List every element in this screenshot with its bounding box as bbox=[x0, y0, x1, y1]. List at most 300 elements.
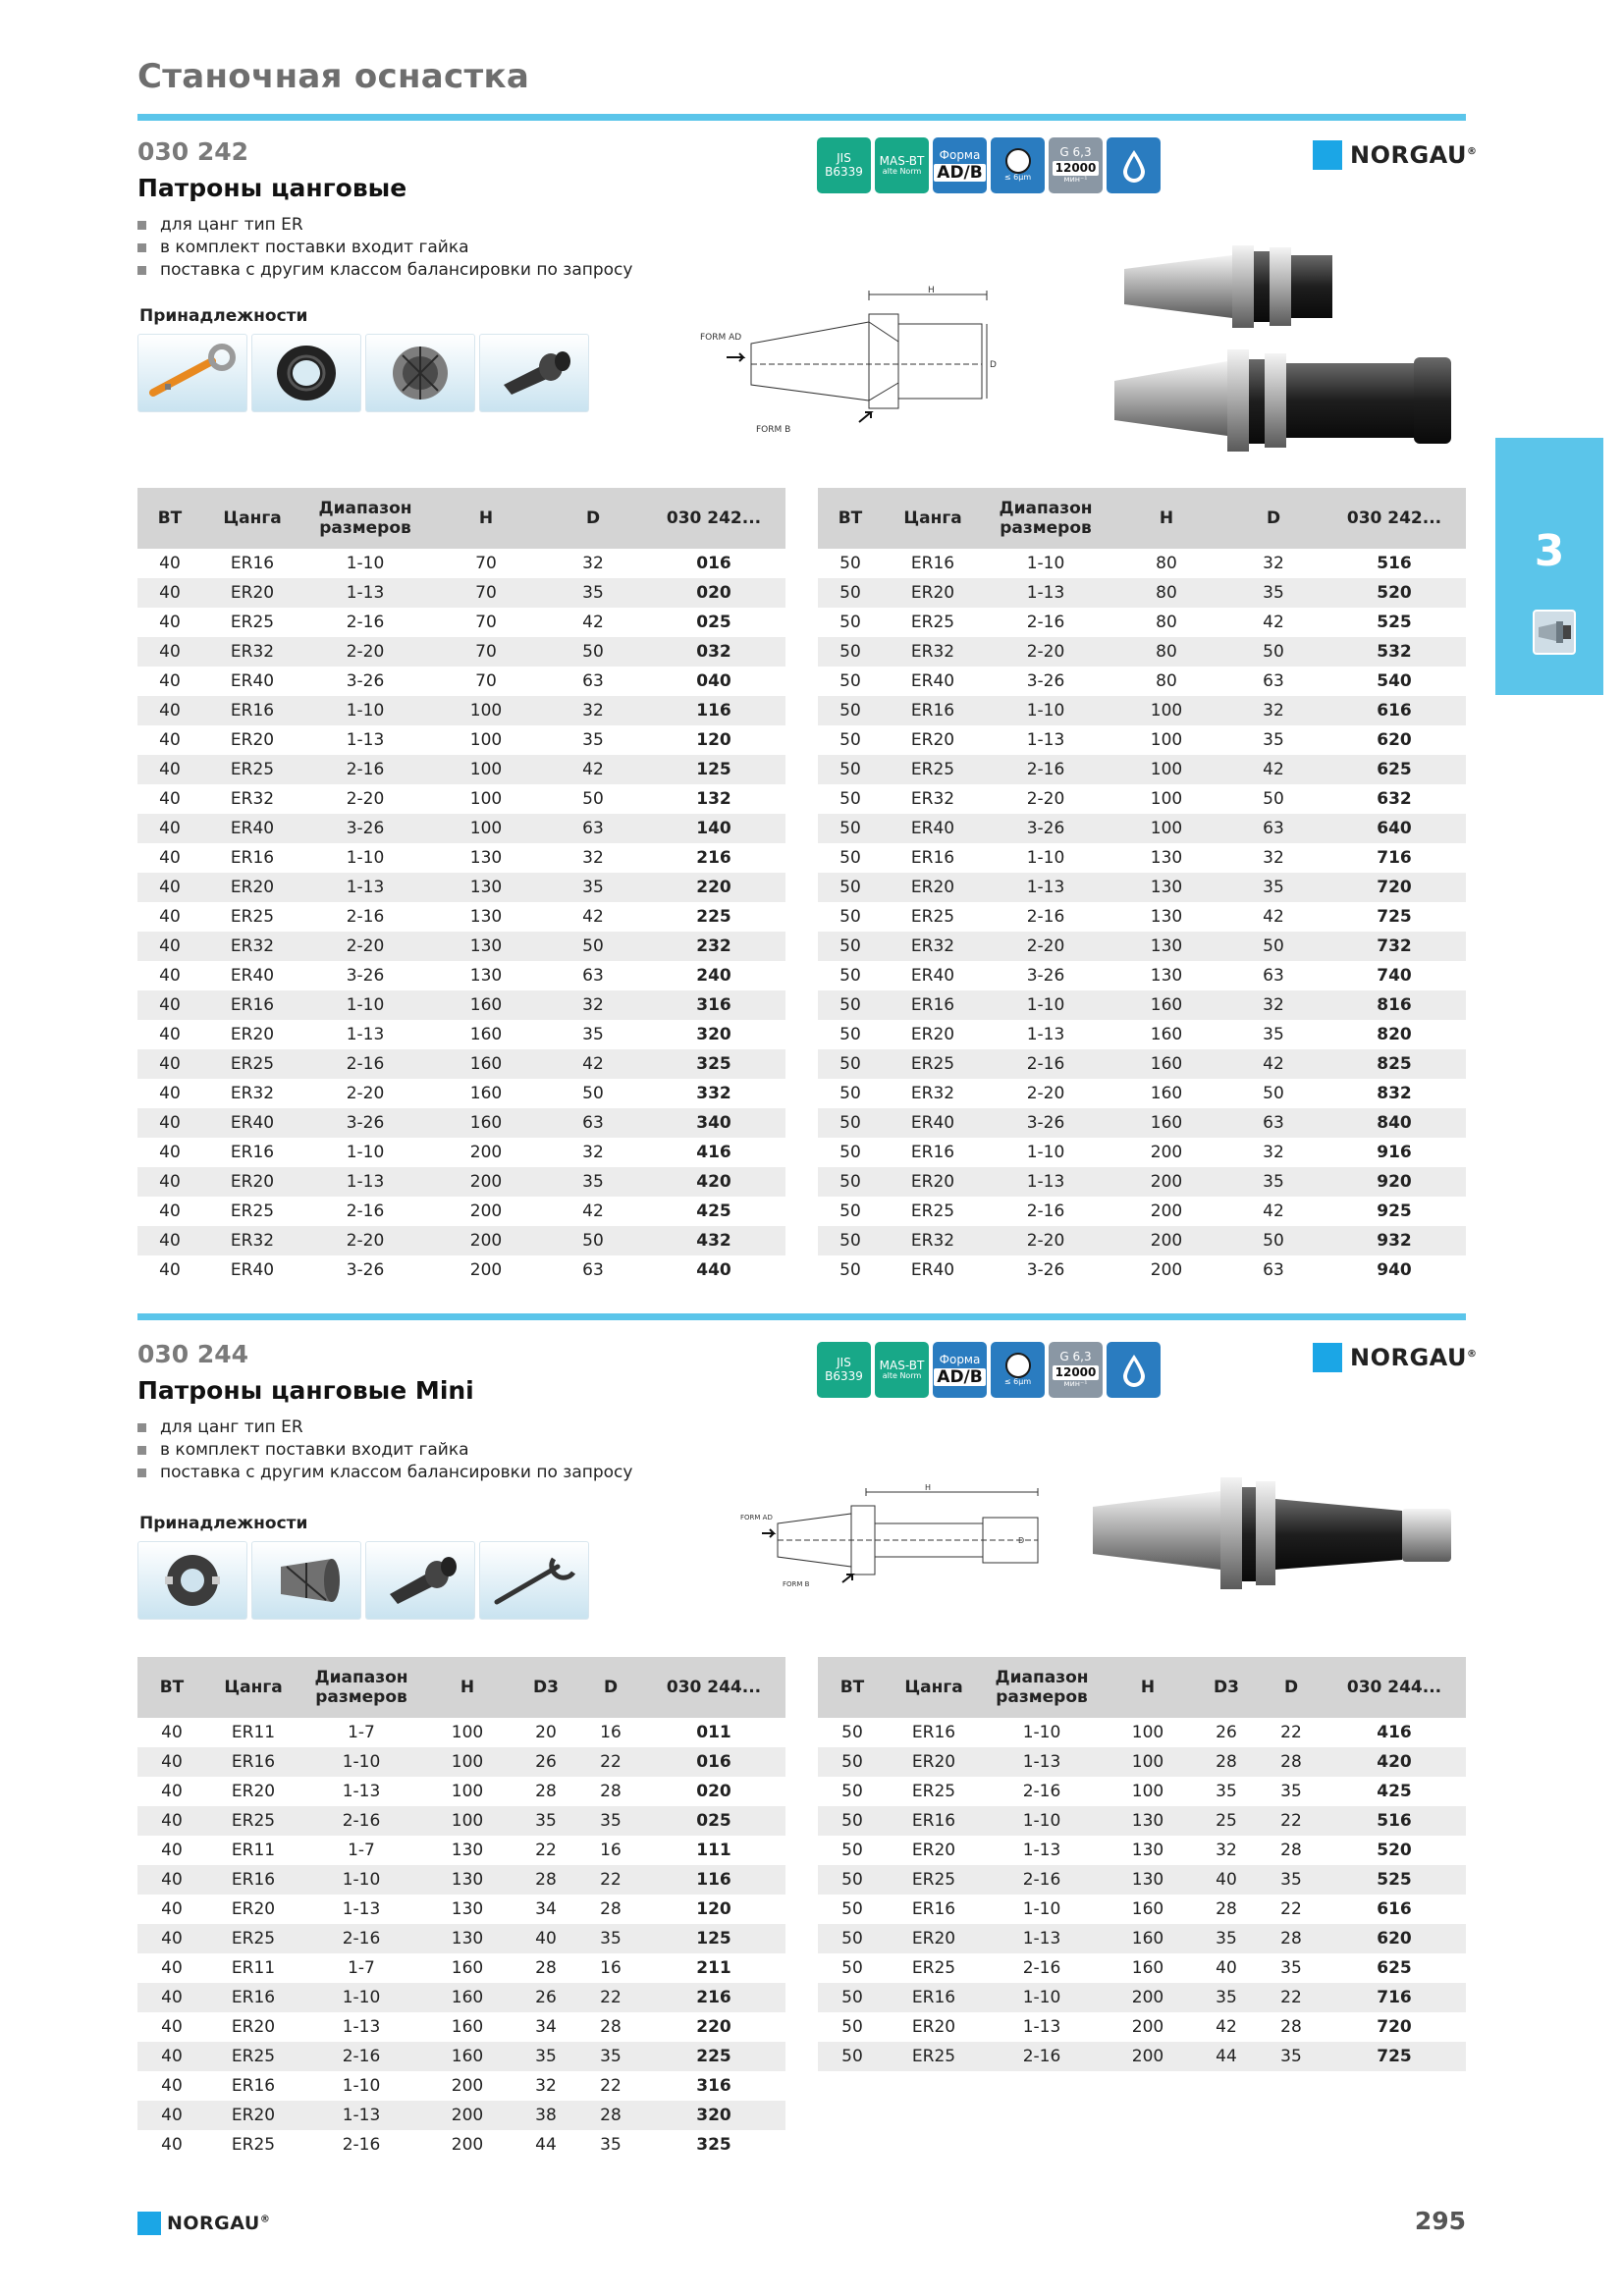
feature-item: поставка с другим классом балансировки по запросу bbox=[137, 259, 1466, 282]
table-cell: 100 bbox=[422, 1806, 513, 1836]
column-header: Диапазон размеров bbox=[300, 1657, 422, 1718]
mas-bt-badge: MAS-BT alte Norm bbox=[875, 1342, 929, 1398]
article-code-cell: 140 bbox=[642, 814, 785, 843]
table-cell: 100 bbox=[1109, 696, 1224, 725]
article-code-cell: 232 bbox=[642, 932, 785, 961]
table-cell: 28 bbox=[600, 2017, 622, 2037]
coolant-drop-icon bbox=[1120, 1353, 1148, 1388]
chapter-tab[interactable] bbox=[1495, 438, 1603, 695]
table-cell: 200 bbox=[451, 2076, 484, 2096]
article-code-cell: 316 bbox=[642, 990, 785, 1020]
table-header-row bbox=[137, 1657, 785, 1718]
table-row bbox=[818, 1167, 1466, 1197]
table-cell: 50 bbox=[544, 932, 642, 961]
table-cell: 50 bbox=[1263, 789, 1284, 809]
table-cell: 50 bbox=[839, 1084, 861, 1103]
table-cell: 1-13 bbox=[981, 1747, 1103, 1777]
table-cell: 50 bbox=[818, 1865, 887, 1895]
table-cell: 40 bbox=[159, 1201, 181, 1221]
article-code-cell: 825 bbox=[1323, 1049, 1466, 1079]
table-row bbox=[818, 843, 1466, 873]
table-cell: ER20 bbox=[883, 578, 983, 608]
section-title: Патроны цанговые bbox=[137, 174, 407, 202]
table-cell: 50 bbox=[1224, 1226, 1323, 1255]
article-code-cell: 216 bbox=[642, 1983, 785, 2012]
table-cell: 40 bbox=[159, 1084, 181, 1103]
table-cell: ER20 bbox=[230, 730, 275, 750]
table-cell: 50 bbox=[582, 1084, 604, 1103]
table-cell: ER32 bbox=[910, 789, 955, 809]
table-cell: 35 bbox=[1260, 1865, 1323, 1895]
table-cell: 1-10 bbox=[981, 1983, 1103, 2012]
article-code-cell: 220 bbox=[696, 2017, 731, 2037]
table-cell: 42 bbox=[544, 1049, 642, 1079]
article-code-cell: 925 bbox=[1377, 1201, 1412, 1221]
article-code-cell: 516 bbox=[1377, 554, 1412, 573]
table-cell: 2-16 bbox=[300, 2042, 422, 2071]
table-row bbox=[818, 1079, 1466, 1108]
table-row bbox=[818, 1049, 1466, 1079]
table-cell: ER25 bbox=[910, 1201, 955, 1221]
table-cell: 1-7 bbox=[348, 1958, 375, 1978]
accessories-row bbox=[137, 334, 589, 412]
column-header: H bbox=[1109, 488, 1224, 549]
table-cell: 160 bbox=[1103, 1924, 1193, 1953]
table-row bbox=[137, 1895, 785, 1924]
table-row bbox=[818, 990, 1466, 1020]
table-cell: 160 bbox=[451, 1958, 484, 1978]
table-row bbox=[818, 755, 1466, 784]
table-row bbox=[818, 873, 1466, 902]
collet-icon bbox=[381, 342, 460, 404]
table-cell: 200 bbox=[1109, 1226, 1224, 1255]
table-cell: ER16 bbox=[230, 1143, 275, 1162]
dial-indicator-icon bbox=[1005, 148, 1031, 174]
table-cell: ER25 bbox=[230, 613, 275, 632]
table-cell: 80 bbox=[1156, 613, 1177, 632]
tool-holder-icon bbox=[1533, 610, 1576, 655]
table-cell: 35 bbox=[1224, 1167, 1323, 1197]
table-cell: 35 bbox=[1263, 730, 1284, 750]
column-header: Диапазон размеров bbox=[983, 488, 1109, 549]
article-code-cell: 240 bbox=[696, 966, 731, 986]
table-cell: ER40 bbox=[883, 1108, 983, 1138]
svg-text:D: D bbox=[990, 360, 997, 370]
article-code-cell: 132 bbox=[696, 789, 731, 809]
table-cell: 40 bbox=[513, 1924, 579, 1953]
table-cell: 40 bbox=[159, 671, 181, 691]
article-code-cell: 716 bbox=[1323, 1983, 1466, 2012]
table-cell: ER16 bbox=[911, 1723, 956, 1742]
table-cell: ER20 bbox=[202, 1167, 302, 1197]
table-cell: 130 bbox=[428, 932, 544, 961]
article-code-cell: 420 bbox=[642, 1167, 785, 1197]
table-cell: 1-10 bbox=[1022, 1899, 1061, 1919]
accessory-nut[interactable] bbox=[137, 1541, 247, 1620]
table-cell: ER25 bbox=[883, 755, 983, 784]
table-cell: ER16 bbox=[887, 1983, 981, 2012]
table-cell: ER40 bbox=[910, 966, 955, 986]
table-cell: 200 bbox=[422, 2101, 513, 2130]
table-cell: 2-20 bbox=[983, 1226, 1109, 1255]
table-cell: 160 bbox=[428, 1049, 544, 1079]
table-cell: ER20 bbox=[231, 1782, 276, 1801]
table-cell: ER32 bbox=[202, 932, 302, 961]
table-cell: 1-13 bbox=[342, 2017, 381, 2037]
table-cell: 50 bbox=[839, 789, 861, 809]
article-code-cell: 916 bbox=[1377, 1143, 1412, 1162]
column-header: 030 242... bbox=[1323, 488, 1466, 549]
table-cell: 130 bbox=[469, 966, 503, 986]
table-cell: 35 bbox=[1224, 578, 1323, 608]
table-cell: 130 bbox=[422, 1924, 513, 1953]
table-cell: ER20 bbox=[231, 1899, 276, 1919]
table-cell: 50 bbox=[839, 848, 861, 868]
section-title: Патроны цанговые Mini bbox=[137, 1376, 474, 1405]
table-cell: 50 bbox=[841, 2017, 863, 2037]
table-cell: 50 bbox=[839, 730, 861, 750]
article-code-cell: 840 bbox=[1323, 1108, 1466, 1138]
table-cell: 130 bbox=[1109, 873, 1224, 902]
accessory-nut[interactable] bbox=[251, 334, 361, 412]
table-cell: 1-10 bbox=[346, 554, 385, 573]
table-cell: 63 bbox=[582, 966, 604, 986]
table-cell: 3-26 bbox=[1026, 966, 1065, 986]
article-code-cell: 116 bbox=[642, 1865, 785, 1895]
svg-text:H: H bbox=[925, 1484, 932, 1492]
svg-text:D: D bbox=[1018, 1536, 1025, 1545]
table-cell: ER40 bbox=[202, 1108, 302, 1138]
table-cell: 1-13 bbox=[1022, 2017, 1061, 2037]
table-cell: 28 bbox=[579, 2101, 642, 2130]
article-code-cell: 116 bbox=[642, 696, 785, 725]
table-row bbox=[137, 961, 785, 990]
article-code-cell: 225 bbox=[642, 2042, 785, 2071]
mas-bt-badge: MAS-BT alte Norm bbox=[875, 137, 929, 193]
article-code-cell: 640 bbox=[1323, 814, 1466, 843]
table-cell: ER25 bbox=[883, 1049, 983, 1079]
table-cell: 63 bbox=[1224, 814, 1323, 843]
table-cell: ER40 bbox=[230, 1260, 275, 1280]
table-row bbox=[137, 578, 785, 608]
article-code-cell: 740 bbox=[1377, 966, 1412, 986]
table-cell: 42 bbox=[1224, 1049, 1323, 1079]
table-cell: 40 bbox=[159, 1143, 181, 1162]
table-cell: ER40 bbox=[883, 814, 983, 843]
table-cell: 44 bbox=[535, 2135, 557, 2155]
pull-stud-icon bbox=[490, 344, 578, 402]
table-cell: 22 bbox=[579, 1983, 642, 2012]
table-cell: ER25 bbox=[887, 2042, 981, 2071]
table-row bbox=[137, 1718, 785, 1747]
table-cell: 1-10 bbox=[1026, 1143, 1065, 1162]
section-code: 030 244 bbox=[137, 1340, 249, 1368]
form-badge: Форма AD/B bbox=[933, 1342, 987, 1398]
table-cell: 28 bbox=[535, 1958, 557, 1978]
table-cell: 40 bbox=[161, 2076, 183, 2096]
table-row bbox=[818, 1747, 1466, 1777]
table-cell: 100 bbox=[428, 755, 544, 784]
article-code-cell: 920 bbox=[1323, 1167, 1466, 1197]
table-cell: 50 bbox=[841, 1958, 863, 1978]
table-cell: 1-10 bbox=[983, 696, 1109, 725]
table-cell: 1-10 bbox=[300, 1865, 422, 1895]
accessory-collet[interactable] bbox=[365, 334, 475, 412]
article-code-cell: 332 bbox=[696, 1084, 731, 1103]
table-cell: 3-26 bbox=[346, 1260, 385, 1280]
table-row bbox=[137, 1983, 785, 2012]
table-cell: 130 bbox=[1150, 966, 1183, 986]
balance-badge: G 6,3 12000 мин⁻¹ bbox=[1049, 1342, 1103, 1398]
column-header: BT bbox=[137, 1657, 206, 1718]
table-cell: 80 bbox=[1156, 554, 1177, 573]
feature-item: в комплект поставки входит гайка bbox=[137, 237, 1466, 259]
table-cell: 42 bbox=[1263, 1201, 1284, 1221]
table-cell: 22 bbox=[579, 1747, 642, 1777]
coolant-badge bbox=[1107, 137, 1161, 193]
table-cell: 38 bbox=[513, 2101, 579, 2130]
column-header: BT bbox=[818, 488, 883, 549]
arrow-icon bbox=[762, 1529, 774, 1537]
article-code-cell: 216 bbox=[696, 848, 731, 868]
table-cell: 35 bbox=[1193, 1924, 1260, 1953]
table-cell: 40 bbox=[1216, 1958, 1237, 1978]
table-cell: 32 bbox=[1224, 990, 1323, 1020]
table-cell: 50 bbox=[1224, 932, 1323, 961]
table-row bbox=[137, 667, 785, 696]
article-code-cell: 520 bbox=[1323, 578, 1466, 608]
table-cell: 26 bbox=[1216, 1723, 1237, 1742]
table-cell: 1-10 bbox=[1026, 554, 1065, 573]
article-code-cell: 316 bbox=[696, 2076, 731, 2096]
table-cell: 200 bbox=[1131, 2017, 1164, 2037]
table-cell: 50 bbox=[818, 1924, 887, 1953]
table-row bbox=[137, 2101, 785, 2130]
table-row bbox=[137, 755, 785, 784]
table-cell: 28 bbox=[1280, 1841, 1302, 1860]
table-header-row bbox=[818, 488, 1466, 549]
article-code-cell: 516 bbox=[1323, 1806, 1466, 1836]
table-cell: 40 bbox=[137, 1924, 206, 1953]
article-code-cell: 220 bbox=[642, 873, 785, 902]
bullet-icon bbox=[137, 266, 146, 275]
table-cell: 32 bbox=[1263, 848, 1284, 868]
table-row bbox=[818, 784, 1466, 814]
product-photo bbox=[1088, 1468, 1466, 1605]
table-cell: 1-7 bbox=[348, 1841, 375, 1860]
table-cell: 40 bbox=[137, 1108, 202, 1138]
column-header: H bbox=[1103, 1657, 1193, 1718]
form-badge: Форма AD/B bbox=[933, 137, 987, 193]
svg-text:H: H bbox=[928, 286, 935, 295]
table-cell: 1-10 bbox=[302, 990, 428, 1020]
article-code-cell: 725 bbox=[1323, 2042, 1466, 2071]
table-cell: 3-26 bbox=[983, 814, 1109, 843]
footer-brand-logo: NORGAU® bbox=[137, 2212, 270, 2235]
table-cell: 160 bbox=[1131, 1899, 1164, 1919]
article-code-cell: 540 bbox=[1377, 671, 1412, 691]
table-cell: 100 bbox=[1131, 1782, 1164, 1801]
table-cell: 200 bbox=[469, 1201, 503, 1221]
balance-badge: G 6,3 12000 мин⁻¹ bbox=[1049, 137, 1103, 193]
table-cell: 42 bbox=[1263, 613, 1284, 632]
table-cell: 70 bbox=[428, 578, 544, 608]
table-cell: 28 bbox=[1193, 1747, 1260, 1777]
table-cell: ER16 bbox=[910, 848, 955, 868]
table-cell: 3-26 bbox=[1026, 671, 1065, 691]
table-cell: 1-13 bbox=[302, 1167, 428, 1197]
table-cell: 63 bbox=[582, 671, 604, 691]
accessory-pull-stud[interactable] bbox=[479, 334, 589, 412]
table-cell: 22 bbox=[1260, 1983, 1323, 2012]
table-cell: 3-26 bbox=[346, 671, 385, 691]
accessory-wrench[interactable] bbox=[137, 334, 247, 412]
table-row bbox=[137, 1020, 785, 1049]
runout-badge: ≤ 6µm bbox=[991, 137, 1045, 193]
table-cell: 63 bbox=[1263, 1260, 1284, 1280]
table-cell: 50 bbox=[841, 1841, 863, 1860]
table-cell: 2-20 bbox=[346, 1084, 385, 1103]
article-code-cell: 725 bbox=[1377, 907, 1412, 927]
table-cell: 22 bbox=[535, 1841, 557, 1860]
table-cell: 34 bbox=[535, 2017, 557, 2037]
jis-badge: JIS B6339 bbox=[817, 1342, 871, 1398]
table-cell: 160 bbox=[1109, 1049, 1224, 1079]
article-code-cell: 820 bbox=[1377, 1025, 1412, 1044]
technical-drawing bbox=[692, 285, 997, 442]
table-cell: 200 bbox=[469, 1260, 503, 1280]
table-cell: 50 bbox=[582, 789, 604, 809]
table-cell: ER16 bbox=[202, 696, 302, 725]
table-cell: 2-16 bbox=[1026, 1201, 1065, 1221]
chapter-number: 3 bbox=[1534, 526, 1565, 576]
table-row bbox=[137, 843, 785, 873]
article-code-cell: 932 bbox=[1323, 1226, 1466, 1255]
table-row bbox=[818, 1865, 1466, 1895]
article-code-cell: 211 bbox=[696, 1958, 731, 1978]
article-code-cell: 016 bbox=[642, 1747, 785, 1777]
table-cell: 32 bbox=[582, 554, 604, 573]
table-row bbox=[137, 2042, 785, 2071]
table-row bbox=[818, 1718, 1466, 1747]
accessory-wrench[interactable] bbox=[479, 1541, 589, 1620]
table-row bbox=[818, 932, 1466, 961]
table-cell: 40 bbox=[159, 1260, 181, 1280]
table-row bbox=[818, 1226, 1466, 1255]
table-cell: 2-16 bbox=[983, 1049, 1109, 1079]
table-cell: 1-10 bbox=[346, 1143, 385, 1162]
table-cell: 35 bbox=[1224, 873, 1323, 902]
table-row bbox=[137, 1226, 785, 1255]
table-cell: 40 bbox=[161, 1723, 183, 1742]
article-code-cell: 632 bbox=[1377, 789, 1412, 809]
table-cell: 200 bbox=[1150, 1260, 1183, 1280]
table-cell: 35 bbox=[1280, 1958, 1302, 1978]
table-row bbox=[137, 1777, 785, 1806]
table-cell: ER20 bbox=[202, 578, 302, 608]
table-cell: 70 bbox=[475, 613, 497, 632]
table-row bbox=[137, 990, 785, 1020]
table-cell: 32 bbox=[1216, 1841, 1237, 1860]
table-cell: 100 bbox=[1103, 1747, 1193, 1777]
table-cell: 50 bbox=[839, 1260, 861, 1280]
table-cell: ER16 bbox=[910, 554, 955, 573]
table-row bbox=[137, 725, 785, 755]
table-row bbox=[137, 902, 785, 932]
article-code-cell: 616 bbox=[1323, 696, 1466, 725]
accessory-pull-stud[interactable] bbox=[365, 1541, 475, 1620]
table-cell: ER25 bbox=[231, 2135, 276, 2155]
table-cell: ER25 bbox=[202, 755, 302, 784]
table-cell: 50 bbox=[818, 578, 883, 608]
table-cell: 2-16 bbox=[346, 613, 385, 632]
table-cell: 40 bbox=[159, 1025, 181, 1044]
collet-icon bbox=[267, 1549, 346, 1612]
table-cell: 40 bbox=[159, 789, 181, 809]
table-cell: 50 bbox=[841, 1782, 863, 1801]
table-cell: 40 bbox=[137, 755, 202, 784]
table-cell: 32 bbox=[544, 696, 642, 725]
table-cell: 70 bbox=[475, 554, 497, 573]
table-cell: ER16 bbox=[206, 1983, 300, 2012]
table-cell: ER20 bbox=[231, 2017, 276, 2037]
table-cell: 35 bbox=[582, 1025, 604, 1044]
arrow-icon bbox=[727, 353, 743, 361]
table-cell: 16 bbox=[600, 1841, 622, 1860]
table-cell: 200 bbox=[428, 1167, 544, 1197]
table-cell: 32 bbox=[544, 990, 642, 1020]
table-cell: 50 bbox=[1263, 1084, 1284, 1103]
technical-drawing bbox=[738, 1484, 1043, 1592]
table-cell: 160 bbox=[428, 1108, 544, 1138]
table-cell: 25 bbox=[1193, 1806, 1260, 1836]
nut-icon bbox=[153, 1549, 232, 1612]
column-header: Диапазон размеров bbox=[302, 488, 428, 549]
table-cell: 50 bbox=[818, 1049, 883, 1079]
table-cell: 3-26 bbox=[302, 1108, 428, 1138]
table-cell: 1-10 bbox=[302, 696, 428, 725]
table-cell: 42 bbox=[544, 755, 642, 784]
table-cell: 22 bbox=[600, 2076, 622, 2096]
accessory-collet[interactable] bbox=[251, 1541, 361, 1620]
table-cell: 22 bbox=[1260, 1806, 1323, 1836]
table-cell: 3-26 bbox=[302, 814, 428, 843]
table-row bbox=[818, 608, 1466, 637]
table-cell: 160 bbox=[422, 1983, 513, 2012]
spec-table-mini-bt40 bbox=[137, 1657, 785, 2160]
table-cell: 160 bbox=[428, 990, 544, 1020]
product-photo bbox=[1105, 234, 1466, 467]
accessories-row bbox=[137, 1541, 589, 1620]
table-cell: 40 bbox=[137, 1167, 202, 1197]
article-code-cell: 440 bbox=[696, 1260, 731, 1280]
table-cell: 80 bbox=[1109, 578, 1224, 608]
coolant-drop-icon bbox=[1120, 148, 1148, 184]
article-code-cell: 625 bbox=[1323, 755, 1466, 784]
page-title: Станочная оснастка bbox=[137, 57, 530, 96]
table-row bbox=[818, 549, 1466, 578]
table-row bbox=[818, 2012, 1466, 2042]
table-cell: 42 bbox=[1224, 755, 1323, 784]
table-cell: 50 bbox=[818, 873, 883, 902]
table-cell: 63 bbox=[582, 1260, 604, 1280]
table-cell: 1-13 bbox=[300, 2101, 422, 2130]
table-cell: 200 bbox=[469, 1143, 503, 1162]
table-row bbox=[818, 1138, 1466, 1167]
table-cell: 200 bbox=[1103, 2042, 1193, 2071]
table-cell: 160 bbox=[422, 2042, 513, 2071]
table-cell: ER25 bbox=[230, 907, 275, 927]
